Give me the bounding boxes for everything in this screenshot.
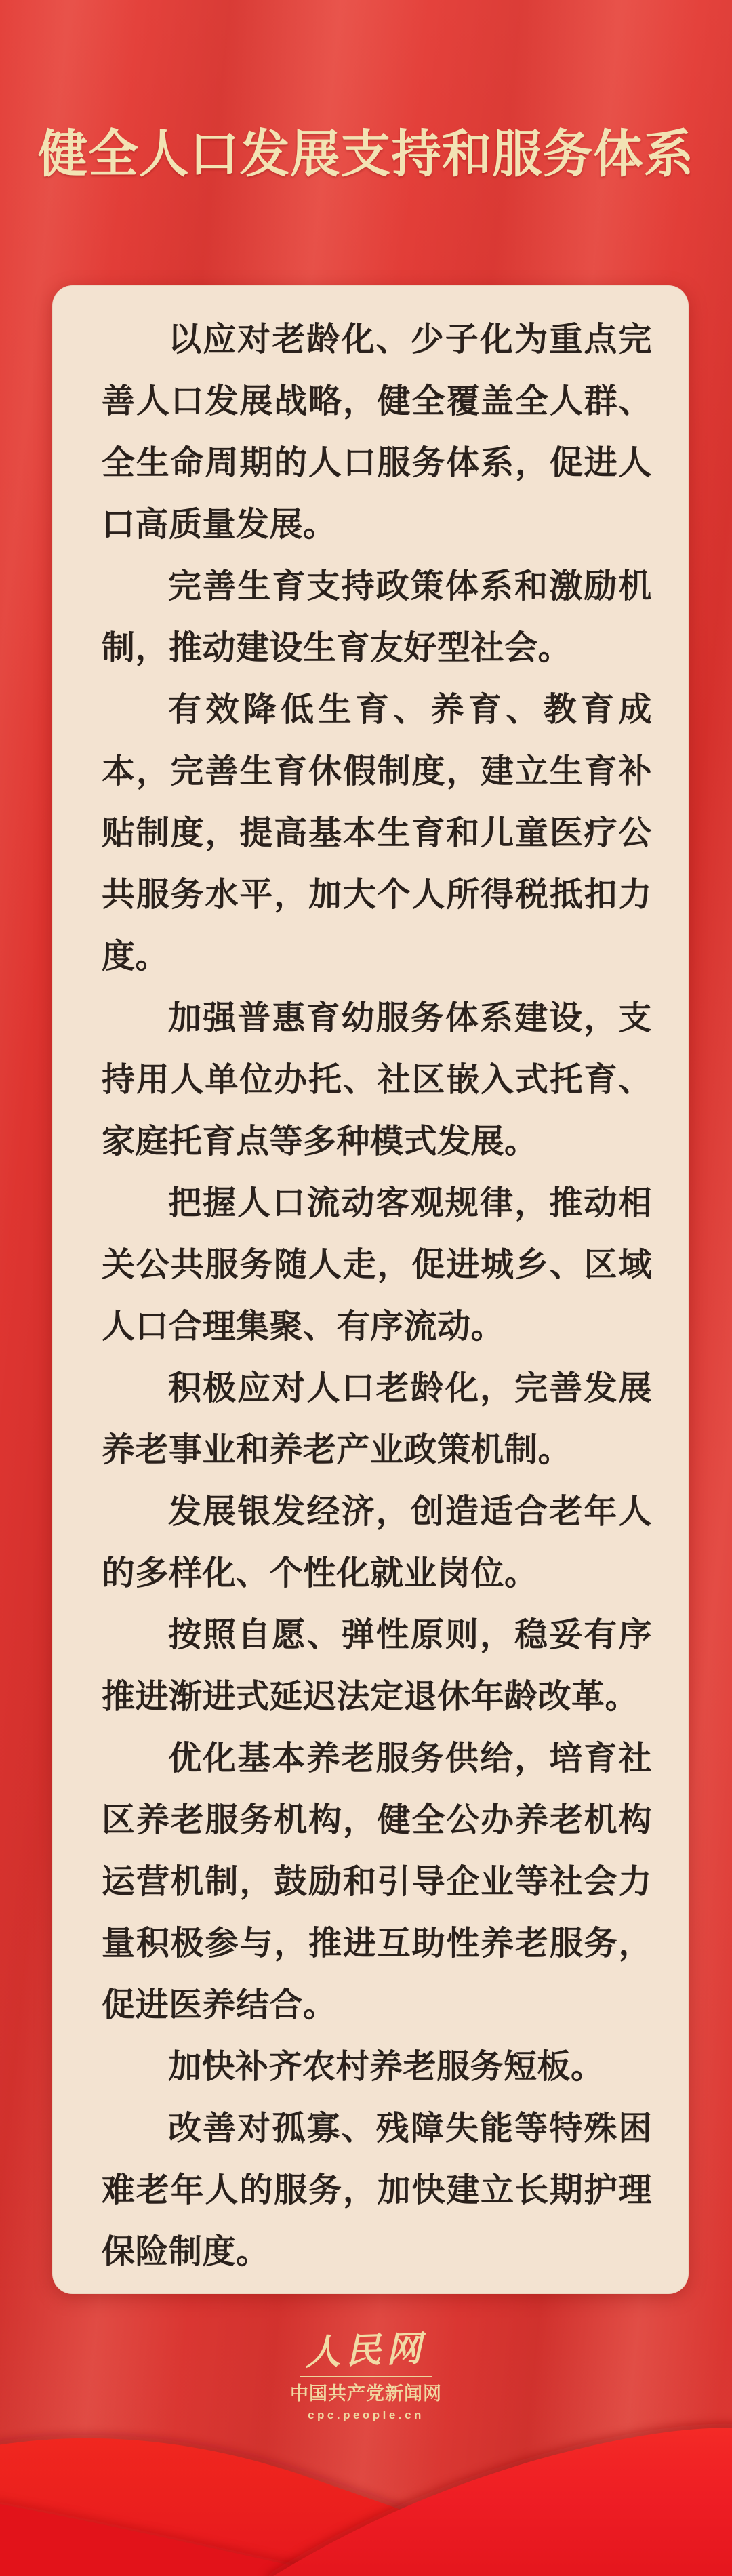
people-daily-script-wordmark: 人民网 xyxy=(304,2329,428,2373)
logo-divider xyxy=(300,2376,432,2377)
body-paragraph: 有效降低生育、养育、教育成本，完善生育休假制度，建立生育补贴制度，提高基本生育和儿童医疗公共服务水平，加大个人所得税抵扣力度。 xyxy=(102,691,652,975)
body-paragraph: 以应对老龄化、少子化为重点完善人口发展战略，健全覆盖全人群、全生命周期的人口服务体系，促进人口高质量发展。 xyxy=(102,321,652,543)
paragraph-list xyxy=(102,308,652,2282)
cpc-news-site-url: cpc.people.cn xyxy=(308,2409,424,2422)
body-paragraph: 积极应对人口老龄化，完善发展养老事业和养老产业政策机制。 xyxy=(102,1369,652,1468)
poster-title: 健全人口发展支持和服务体系 xyxy=(37,125,695,182)
body-paragraph: 改善对孤寡、残障失能等特殊困难老年人的服务，加快建立长期护理保险制度。 xyxy=(102,2110,652,2270)
body-paragraph: 优化基本养老服务供给，培育社区养老服务机构，健全公办养老机构运营机制，鼓励和引导企业等社会力量积极参与，推进互助性养老服务，促进医养结合。 xyxy=(102,1739,652,2024)
people-daily-logo xyxy=(0,2329,732,2422)
cpc-news-site-name: 中国共产党新闻网 xyxy=(290,2383,442,2404)
body-paragraph: 按照自愿、弹性原则，稳妥有序推进渐进式延迟法定退休年龄改革。 xyxy=(102,1616,652,1715)
body-paragraph: 加快补齐农村养老服务短板。 xyxy=(168,2048,605,2085)
body-paragraph: 加强普惠育幼服务体系建设，支持用人单位办托、社区嵌入式托育、家庭托育点等多种模式发展。 xyxy=(102,999,652,1160)
body-paragraph: 把握人口流动客观规律，推动相关公共服务随人走，促进城乡、区域人口合理集聚、有序流动。 xyxy=(102,1184,652,1345)
body-paragraph: 完善生育支持政策体系和激励机制，推动建设生育友好型社会。 xyxy=(102,567,652,666)
content-card xyxy=(52,285,689,2294)
body-paragraph: 发展银发经济，创造适合老年人的多样化、个性化就业岗位。 xyxy=(102,1493,652,1592)
footer xyxy=(0,2329,732,2422)
